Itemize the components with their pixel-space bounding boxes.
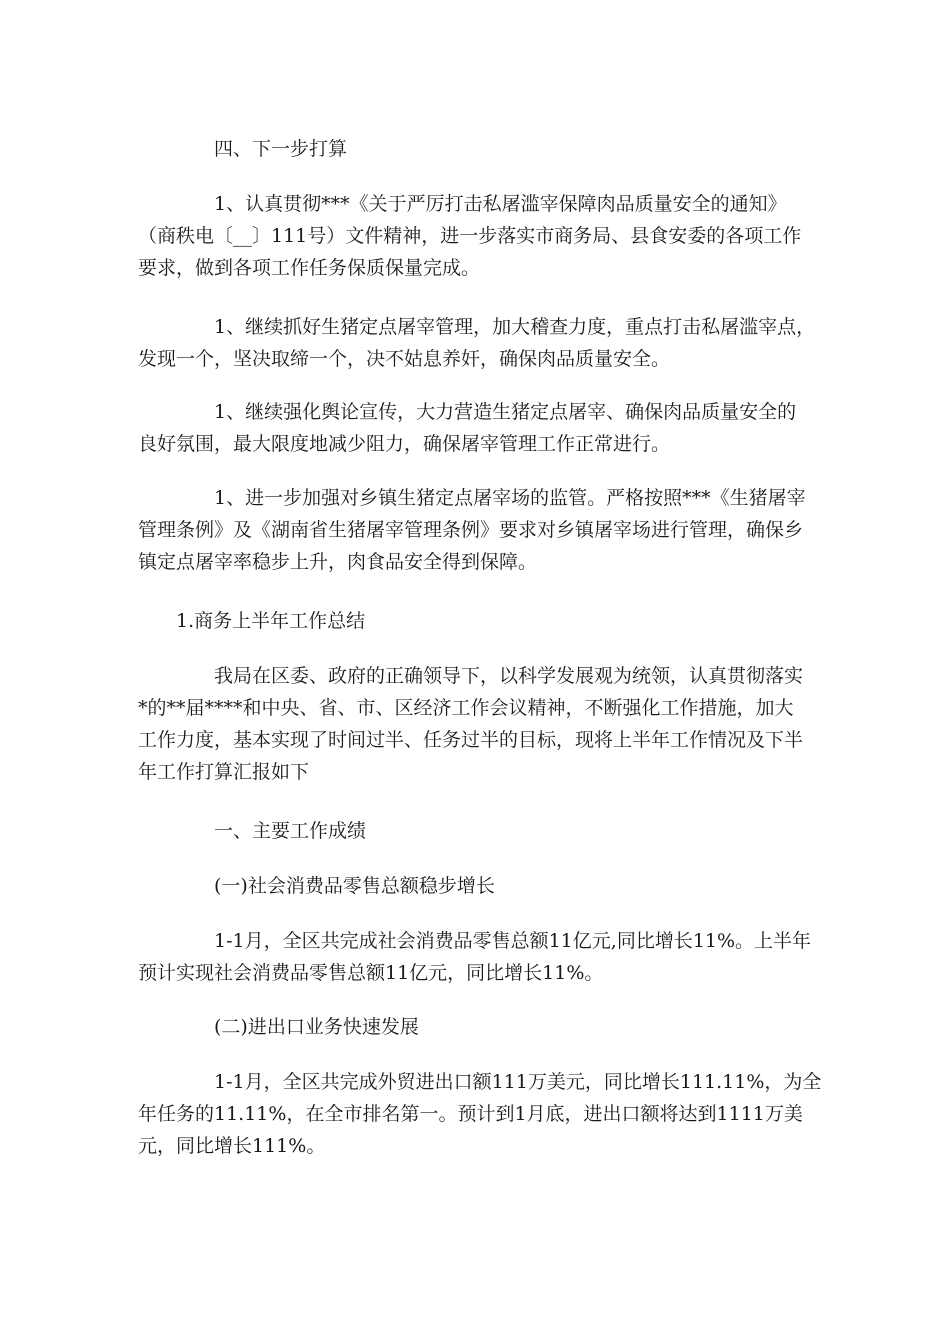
heading-text: 四、下一步打算 xyxy=(214,138,348,160)
subheading-trade xyxy=(138,1011,818,1043)
paragraph-line: 要求，做到各项工作任务保质保量完成。 xyxy=(138,257,481,279)
paragraph-trade xyxy=(138,1066,822,1162)
paragraph-line: 管理条例》及《湖南省生猪屠宰管理条例》要求对乡镇屠宰场进行管理，确保乡 xyxy=(138,519,804,541)
subheading-text: (一)社会消费品零售总额稳步增长 xyxy=(214,875,495,897)
heading-achievements xyxy=(138,815,818,847)
paragraph-item-1 xyxy=(138,188,818,284)
paragraph-line: 发现一个，坚决取缔一个，决不姑息养奸，确保肉品质量安全。 xyxy=(138,348,671,370)
subheading-retail xyxy=(138,870,818,902)
paragraph-line: 年任务的11.11%，在全市排名第一。预计到1月底，进出口额将达到1111万美 xyxy=(138,1103,803,1125)
paragraph-line: 1-1月，全区共完成社会消费品零售总额11亿元,同比增长11%。上半年 xyxy=(214,930,812,952)
paragraph-item-4 xyxy=(138,482,818,578)
paragraph-line: 镇定点屠宰率稳步上升，肉食品安全得到保障。 xyxy=(138,551,538,573)
paragraph-line: 良好氛围，最大限度地减少阻力，确保屠宰管理工作正常进行。 xyxy=(138,433,671,455)
paragraph-line: 我局在区委、政府的正确领导下，以科学发展观为统领，认真贯彻落实 xyxy=(214,665,804,687)
section-title xyxy=(138,605,818,637)
paragraph-line: 1、认真贯彻***《关于严厉打击私屠滥宰保障肉品质量安全的通知》 xyxy=(214,193,787,215)
paragraph-line: 1、进一步加强对乡镇生猪定点屠宰场的监管。严格按照***《生猪屠宰 xyxy=(214,487,806,509)
paragraph-line: 工作力度，基本实现了时间过半、任务过半的目标，现将上半年工作情况及下半 xyxy=(138,729,804,751)
paragraph-item-2 xyxy=(138,311,818,375)
paragraph-line: 元，同比增长111%。 xyxy=(138,1135,326,1157)
paragraph-line: 1、继续强化舆论宣传，大力营造生猪定点屠宰、确保肉品质量安全的 xyxy=(214,401,797,423)
paragraph-retail xyxy=(138,925,818,989)
paragraph-line: 1-1月，全区共完成外贸进出口额111万美元，同比增长111.11%，为全 xyxy=(214,1071,822,1093)
paragraph-item-3 xyxy=(138,396,818,460)
heading-text: 一、主要工作成绩 xyxy=(214,820,367,842)
paragraph-line: 预计实现社会消费品零售总额11亿元，同比增长11%。 xyxy=(138,962,604,984)
section-title-text: 1.商务上半年工作总结 xyxy=(176,610,366,632)
paragraph-intro xyxy=(138,660,818,788)
paragraph-line: （商秩电〔__〕111号）文件精神，进一步落实市商务局、县食安委的各项工作 xyxy=(138,225,802,247)
paragraph-line: 1、继续抓好生猪定点屠宰管理，加大稽查力度，重点打击私屠滥宰点， xyxy=(214,316,816,338)
heading-next-steps xyxy=(138,133,818,165)
paragraph-line: 年工作打算汇报如下 xyxy=(138,761,310,783)
paragraph-line: *的**届****和中央、省、市、区经济工作会议精神，不断强化工作措施，加大 xyxy=(138,697,794,719)
subheading-text: (二)进出口业务快速发展 xyxy=(214,1016,419,1038)
